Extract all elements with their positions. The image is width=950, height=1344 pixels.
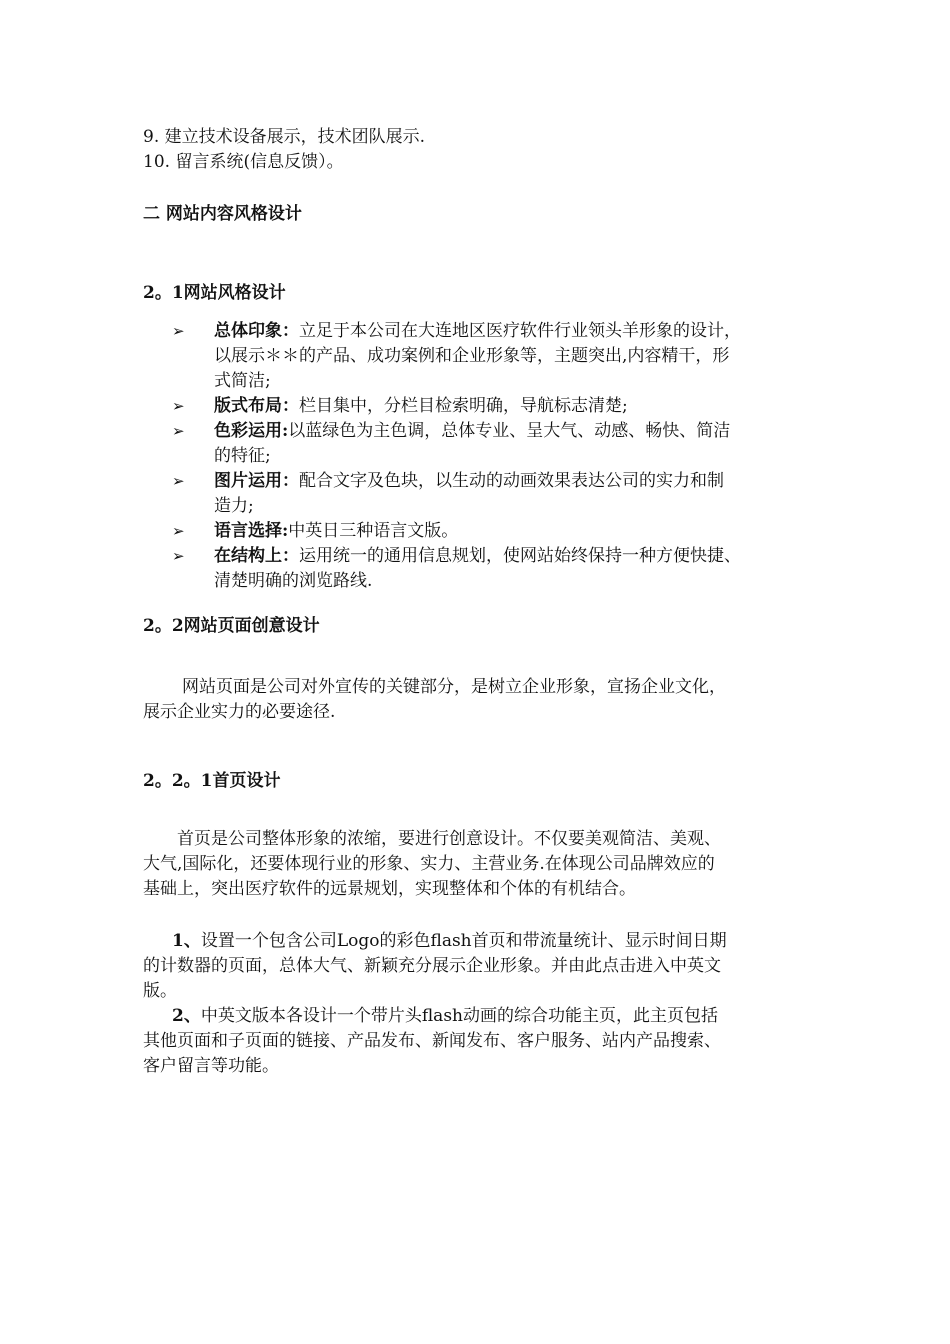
bullet-text: 配合文字及色块，以生动的动画效果表达公司的实力和制 — [299, 471, 724, 491]
bullet-arrow-icon: ➢ — [172, 422, 185, 440]
bullet-text-continued: 清楚明确的浏览路线. — [214, 571, 373, 591]
subsection-heading-2-1: 2。1网站风格设计 — [143, 283, 286, 303]
paragraph-line: 首页是公司整体形象的浓缩，要进行创意设计。不仅要美观简洁、美观、 — [177, 829, 721, 849]
paragraph-line: 客户留言等功能。 — [143, 1056, 279, 1076]
list-item-9: 9. 建立技术设备展示，技术团队展示. — [143, 127, 426, 147]
bullet-text: 立足于本公司在大连地区医疗软件行业领头羊形象的设计， — [299, 321, 741, 341]
numbered-point-1 — [172, 929, 727, 954]
paragraph-line: 展示企业实力的必要途径. — [143, 702, 336, 722]
point-number: 1、 — [172, 931, 201, 951]
bullet-text: 运用统一的通用信息规划，使网站始终保持一种方便快捷、 — [299, 546, 741, 566]
bullet-text-continued: 造力; — [214, 496, 254, 516]
section-heading-2: 二 网站内容风格设计 — [143, 204, 302, 224]
subsection-heading-2-2: 2。2网站页面创意设计 — [143, 616, 320, 636]
bullet-label: 图片运用： — [214, 471, 299, 491]
numbered-point-2 — [172, 1004, 718, 1029]
list-item-10: 10. 留言系统(信息反馈）。 — [143, 152, 344, 172]
bullet-label: 总体印象： — [214, 321, 299, 341]
bullet-item-structure — [214, 544, 741, 569]
paragraph-line: 其他页面和子页面的链接、产品发布、新闻发布、客户服务、站内产品搜索、 — [143, 1031, 721, 1051]
bullet-item-images — [214, 469, 724, 494]
bullet-text-continued: 式简洁; — [214, 371, 271, 391]
bullet-arrow-icon: ➢ — [172, 472, 185, 490]
bullet-arrow-icon: ➢ — [172, 397, 185, 415]
paragraph-line: 网站页面是公司对外宣传的关键部分，是树立企业形象，宣扬企业文化， — [182, 677, 726, 697]
bullet-label: 色彩运用: — [214, 421, 289, 441]
point-text: 中英文版本各设计一个带片头flash动画的综合功能主页，此主页包括 — [200, 1006, 718, 1026]
bullet-arrow-icon: ➢ — [172, 322, 185, 340]
bullet-label: 在结构上： — [214, 546, 299, 566]
bullet-item-overall-impression — [214, 319, 741, 344]
bullet-label: 语言选择: — [214, 521, 289, 541]
bullet-text-continued: 以展示＊＊的产品、成功案例和企业形象等，主题突出,内容精干，形 — [214, 346, 730, 366]
bullet-text: 栏目集中，分栏目检索明确，导航标志清楚; — [299, 396, 628, 416]
subsection-heading-2-2-1: 2。2。1首页设计 — [143, 771, 281, 791]
point-number: 2、 — [172, 1006, 201, 1026]
bullet-text: 以蓝绿色为主色调，总体专业、呈大气、动感、畅快、简洁 — [288, 421, 731, 441]
bullet-item-color — [214, 419, 730, 444]
paragraph-line: 的计数器的页面，总体大气、新颖充分展示企业形象。并由此点击进入中英文 — [143, 956, 721, 976]
bullet-arrow-icon: ➢ — [172, 547, 185, 565]
bullet-arrow-icon: ➢ — [172, 522, 185, 540]
paragraph-line: 基础上，突出医疗软件的远景规划，实现整体和个体的有机结合。 — [143, 879, 636, 899]
bullet-label: 版式布局： — [214, 396, 299, 416]
paragraph-line: 版。 — [143, 981, 177, 1001]
point-text: 设置一个包含公司Logo的彩色flash首页和带流量统计、显示时间日期 — [200, 931, 727, 951]
bullet-text: 中英日三种语言文版。 — [288, 521, 459, 541]
bullet-text-continued: 的特征; — [214, 446, 271, 466]
paragraph-line: 大气,国际化，还要体现行业的形象、实力、主营业务.在体现公司品牌效应的 — [143, 854, 715, 874]
bullet-item-layout — [214, 394, 628, 419]
bullet-item-language — [214, 519, 458, 544]
